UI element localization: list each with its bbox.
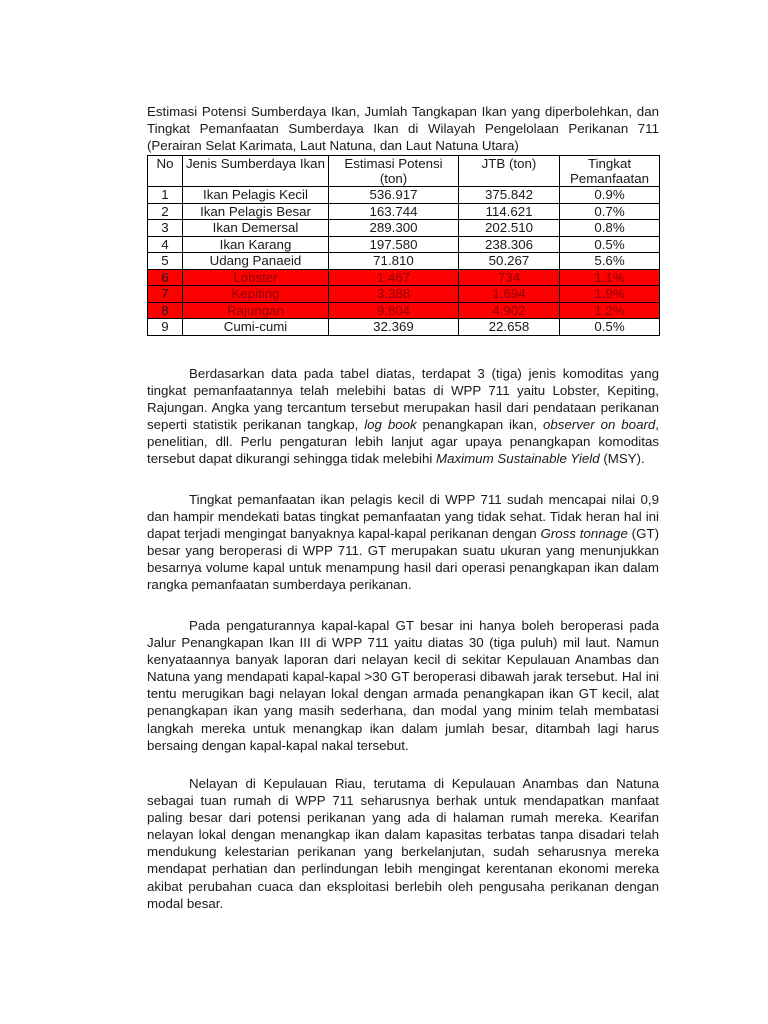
table-body	[148, 187, 660, 336]
cell-potensi: 71.810	[329, 253, 459, 270]
cell-potensi: 9.804	[329, 302, 459, 319]
table-row	[148, 220, 660, 237]
cell-jenis: Ikan Pelagis Besar	[183, 203, 329, 220]
cell-tingkat: 0.8%	[560, 220, 660, 237]
cell-no: 6	[148, 269, 183, 286]
cell-potensi: 163.744	[329, 203, 459, 220]
cell-jtb: 375.842	[459, 187, 560, 204]
cell-no: 8	[148, 302, 183, 319]
cell-tingkat: 1.2%	[560, 302, 660, 319]
cell-jenis: Ikan Karang	[183, 236, 329, 253]
italic-term: Maximum Sustainable Yield	[436, 451, 600, 467]
cell-tingkat: 0.9%	[560, 187, 660, 204]
cell-jtb: 114.621	[459, 203, 560, 220]
paragraph-4	[147, 775, 659, 912]
table-row	[148, 253, 660, 270]
text-run: penangkapan ikan,	[416, 417, 543, 433]
paragraph-3	[147, 617, 659, 754]
cell-potensi: 3.388	[329, 286, 459, 303]
header-tingkat: Tingkat Pemanfaatan	[560, 156, 660, 187]
cell-jenis: Kepiting	[183, 286, 329, 303]
paragraph-2-wrap	[147, 491, 659, 594]
cell-no: 3	[148, 220, 183, 237]
cell-jenis: Ikan Pelagis Kecil	[183, 187, 329, 204]
paragraph-1	[147, 365, 659, 468]
cell-jtb: 202.510	[459, 220, 560, 237]
document-page	[147, 103, 659, 911]
cell-no: 1	[148, 187, 183, 204]
cell-tingkat: 1.9%	[560, 286, 660, 303]
table-row	[148, 319, 660, 336]
cell-no: 2	[148, 203, 183, 220]
table-row	[148, 236, 660, 253]
header-jtb: JTB (ton)	[459, 156, 560, 187]
cell-jenis: Lobster	[183, 269, 329, 286]
cell-no: 7	[148, 286, 183, 303]
italic-term: log book	[364, 417, 417, 433]
cell-potensi: 536.917	[329, 187, 459, 204]
document-title: Estimasi Potensi Sumberdaya Ikan, Jumlah Tangkapan Ikan yang diperbolehkan, dan Tingkat Pemanfaatan Sumberdaya Ikan di Wilayah Pengelolaan Perikanan 711 (Perairan Selat Karimata, Laut Natuna, dan Laut Natuna Utara)	[147, 104, 659, 153]
italic-term: observer on board	[543, 417, 656, 433]
paragraph-3-wrap	[147, 617, 659, 754]
text-run: Nelayan di Kepulauan Riau, terutama di Kepulauan Anambas dan Natuna sebagai tuan rumah di WPP 711 seharusnya berhak untuk mendapatkan manfaat paling besar dari potensi perikanan yang ada di halaman rumah mereka. Kearifan nelayan lokal dengan menangkap ikan dalam kapasitas terbatas tanpa disadari telah mendukung kelestarian perikanan yang berkelanjutan, sudah seharusnya mereka mendapat perhatian dan perlindungan lebih mengingat kerentanan ekonomi mereka akibat perubahan cuaca dan eksploitasi berlebih oleh pengusaha perikanan dengan modal besar.	[147, 776, 659, 911]
cell-potensi: 197.580	[329, 236, 459, 253]
cell-jtb: 238.306	[459, 236, 560, 253]
header-potensi: Estimasi Potensi (ton)	[329, 156, 459, 187]
cell-jenis: Rajungan	[183, 302, 329, 319]
cell-tingkat: 0.5%	[560, 236, 660, 253]
fish-resource-table	[147, 155, 660, 336]
cell-jtb: 50.267	[459, 253, 560, 270]
cell-jenis: Ikan Demersal	[183, 220, 329, 237]
cell-tingkat: 5.6%	[560, 253, 660, 270]
cell-jtb: 4.902	[459, 302, 560, 319]
italic-term: Gross tonnage	[540, 526, 628, 542]
cell-jtb: 22.658	[459, 319, 560, 336]
table-row	[148, 286, 660, 303]
text-run: Berdasarkan data pada tabel diatas, terdapat 3 (tiga) jenis komoditas yang tingkat pemanfaatannya telah melebihi batas di WPP 711 yaitu Lobster, Kepiting, Rajungan. Angka yang tercantum tersebut merupakan hasil dari pendataan perikanan seperti statistik perikanan tangkap,	[147, 366, 659, 433]
paragraph-1-wrap	[147, 365, 659, 468]
cell-tingkat: 0.7%	[560, 203, 660, 220]
cell-tingkat: 0.5%	[560, 319, 660, 336]
cell-jtb: 1.694	[459, 286, 560, 303]
cell-potensi: 289.300	[329, 220, 459, 237]
header-no: No	[148, 156, 183, 187]
cell-jenis: Cumi-cumi	[183, 319, 329, 336]
table-row	[148, 269, 660, 286]
cell-no: 5	[148, 253, 183, 270]
table-row	[148, 203, 660, 220]
cell-potensi: 32.369	[329, 319, 459, 336]
cell-no: 4	[148, 236, 183, 253]
cell-jenis: Udang Panaeid	[183, 253, 329, 270]
paragraph-2	[147, 491, 659, 594]
cell-no: 9	[148, 319, 183, 336]
cell-potensi: 1.467	[329, 269, 459, 286]
text-run: (GT) besar yang beroperasi di WPP 711. GT merupakan suatu ukuran yang menunjukkan besarnya volume kapal untuk menampung hasil dari operasi penangkapan ikan dalam rangka pemanfaatan sumberdaya perikanan.	[147, 526, 659, 593]
text-run: (MSY).	[599, 451, 645, 467]
cell-tingkat: 1.1%	[560, 269, 660, 286]
text-run: Tingkat pemanfaatan ikan pelagis kecil di WPP 711 sudah mencapai nilai 0,9 dan hampir mendekati batas tingkat pemanfaatan yang tidak sehat. Tidak heran hal ini dapat terjadi mengingat banyaknya kapal-kapal perikanan dengan	[147, 492, 659, 542]
table-row	[148, 302, 660, 319]
text-run: Pada pengaturannya kapal-kapal GT besar ini hanya boleh beroperasi pada Jalur Penangkapan Ikan III di WPP 711 yaitu diatas 30 (tiga puluh) mil laut. Namun kenyataannya banyak laporan dari nelayan kecil di sekitar Kepulauan Anambas dan Natuna yang mendapati kapal-kapal >30 GT beroperasi dibawah jarak tersebut. Hal ini tentu merugikan bagi nelayan lokal dengan armada penangkapan ikan GT kecil, alat penangkapan ikan yang masih sederhana, dan modal yang minim telah membatasi langkah mereka untuk menangkap ikan dalam jumlah besar, ditambah lagi harus bersaing dengan kapal-kapal nakal tersebut.	[147, 618, 659, 753]
header-jenis: Jenis Sumberdaya Ikan	[183, 156, 329, 187]
text-run: , penelitian, dll. Perlu pengaturan lebih lanjut agar upaya penangkapan komoditas tersebut dapat dikurangi sehingga tidak melebihi	[147, 417, 659, 467]
cell-jtb: 734	[459, 269, 560, 286]
table-row	[148, 187, 660, 204]
paragraph-4-wrap	[147, 775, 659, 912]
table-header-row	[148, 156, 660, 187]
